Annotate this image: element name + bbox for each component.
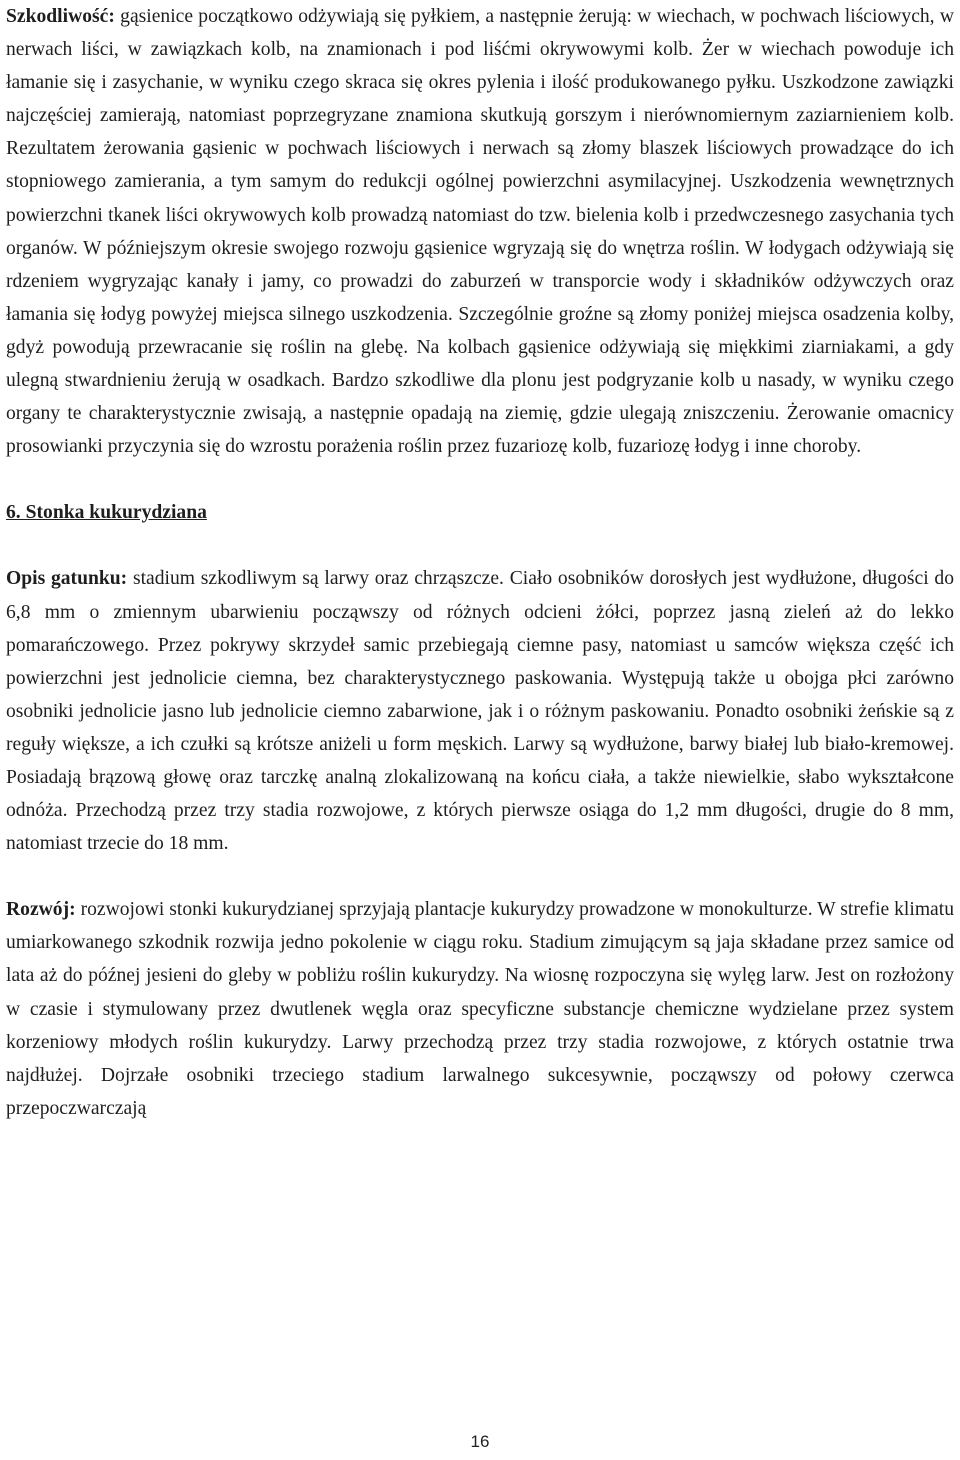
paragraph-opis-gatunku [6,562,954,860]
section-heading: 6. Stonka kukurydziana [6,502,207,524]
paragraph-label: Opis gatunku: [6,568,128,590]
paragraph-label: Rozwój: [6,899,76,921]
paragraph-rozwoj [6,893,954,1125]
paragraph-label: Szkodliwość: [6,6,115,27]
paragraph-szkodliwosc [6,0,954,463]
page-number: 16 [470,1432,490,1451]
paragraph-text: stadium szkodliwym są larwy oraz chrząszcze. Ciało osobników dorosłych jest wydłużone, długości do 6,8 mm o zmiennym ubarwieniu począwszy od różnych odcieni żółci, poprzez jasną zieleń aż do lekko pomarańczowego. Przez pokrywy skrzydeł samic przebiegają ciemne pasy, natomiast u samców większa część ich powierzchni jest jednolicie ciemna, bez charakterystycznego paskowania. Występują także u obojga płci zarówno osobniki jednolicie jasno lub jednolicie ciemno zabarwione, jak i o różnym paskowaniu. Ponadto osobniki żeńskie są z reguły większe, a ich czułki są krótsze aniżeli u form męskich. Larwy są wydłużone, barwy białej lub biało-kremowej. Posiadają brązową głowę oraz tarczkę analną zlokalizowaną na końcu ciała, a także niewielkie, słabo wykształcone odnóża. Przechodzą przez trzy stadia rozwojowe, z których pierwsze osiąga do 1,2 mm długości, drugie do 8 mm, natomiast trzecie do 18 mm. [6,568,955,855]
paragraph-text: gąsienice początkowo odżywiają się pyłkiem, a następnie żerują: w wiechach, w pochwach liściowych, w nerwach liści, w zawiązkach kolb, na znamionach i pod liśćmi okrywowymi kolb. Żer w wiechach powoduje ich łamanie się i zasychanie, w wyniku czego skraca się okres pylenia i ilość produkowanego pyłku. Uszkodzone zawiązki najczęściej zamierają, natomiast poprzegryzane znamiona skutkują gorszym i nierównomiernym zaziarnieniem kolb. Rezultatem żerowania gąsienic w pochwach liściowych i nerwach są złomy blaszek liściowych prowadzące do ich stopniowego zamierania, a tym samym do redukcji ogólnej powierzchni asymilacyjnej. Uszkodzenia wewnętrznych powierzchni tkanek liści okrywowych kolb prowadzą natomiast do tzw. bielenia kolb i przedwczesnego zasychania tych organów. W późniejszym okresie swojego rozwoju gąsienice wgryzają się do wnętrza roślin. W łodygach odżywiają się rdzeniem wygryzając kanały i jamy, co prowadzi do zaburzeń w transporcie wody i składników odżywczych oraz łamania się łodyg powyżej miejsca silnego uszkodzenia. Szczególnie groźne są złomy poniżej miejsca osadzenia kolby, gdyż powodują przewracanie się roślin na glebę. Na kolbach gąsienice odżywiają się miękkimi ziarniakami, a gdy ulegną stwardnieniu żerują w osadkach. Bardzo szkodliwe dla plonu jest podgryzanie kolb u nasady, w wyniku czego organy te charakterystycznie zwisają, a następnie opadają na ziemię, gdzie ulegają zniszczeniu. Żerowanie omacnicy prosowianki przyczynia się do wzrostu porażenia roślin przez fuzariozę kolb, fuzariozę łodyg i inne choroby. [6,6,954,458]
spacer [6,860,954,893]
spacer [6,529,954,562]
spacer [6,463,954,496]
paragraph-text: rozwojowi stonki kukurydzianej sprzyjają plantacje kukurydzy prowadzone w monokulturze. W strefie klimatu umiarkowanego szkodnik rozwija jedno pokolenie w ciągu roku. Stadium zimującym są jaja składane przez samice od lata aż do późnej jesieni do gleby w pobliżu roślin kukurydzy. Na wiosnę rozpoczyna się wylęg larw. Jest on rozłożony w czasie i stymulowany przez dwutlenek węgla oraz specyficzne substancje chemiczne wydzielane przez system korzeniowy młodych roślin kukurydzy. Larwy przechodzą przez trzy stadia rozwojowe, z których ostatnie trwa najdłużej. Dojrzałe osobniki trzeciego stadium larwalnego sukcesywnie, począwszy od połowy czerwca przepoczwarczają [6,899,954,1119]
